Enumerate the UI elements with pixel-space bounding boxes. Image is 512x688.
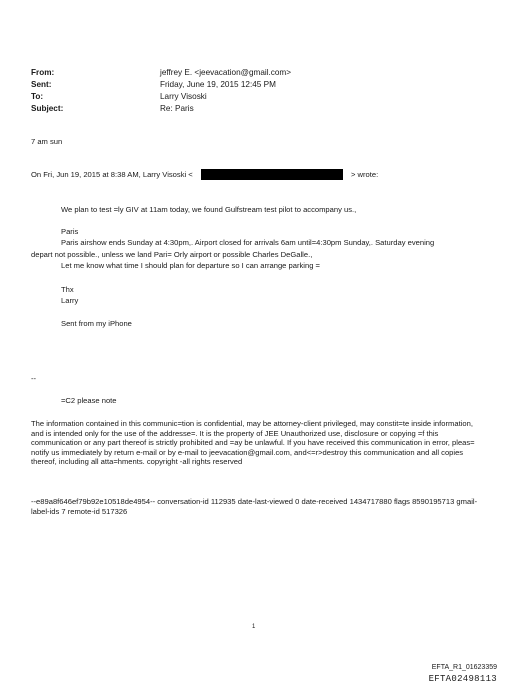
redaction-box [201,169,343,180]
quoted-line-2: Paris [61,227,79,236]
metadata-paragraph: --e89a8f646ef79b92e10518de4954-- conversation-id 112935 date-last-viewed 0 date-received 1434717880 flags 8590195713 gmail-label-ids 7 remote-id 517326 [31,497,478,516]
disclaimer-paragraph: The information contained in this communic=tion is confidential, may be attorney-client privileged, may constit=te inside information, and is intended only for the use of the addresse=. It is the property of JEE Unauthorized use, disclosure or copying =f this communication or any part thereof is strictly prohibited and =ay be unlawful. If you have received this communication in error, pleas= notify us immediately by return e-mail or by e-mail to jeevacation@gmail.com, and<=r>destroy this communication and all copies thereof, including all atta=hments. copyright -all rights reserved [31,419,475,467]
to-label: To: [31,92,44,101]
quoted-line-1: We plan to test =ly GIV at 11am today, we found Gulfstream test pilot to accompany us., [61,205,357,214]
signature-thx: Thx [61,285,74,294]
sent-value: Friday, June 19, 2015 12:45 PM [160,80,276,89]
reply-text: 7 am sun [31,137,63,146]
signature-name: Larry [61,296,79,305]
quote-intro-after: > wrote: [351,170,379,179]
from-value: jeffrey E. <jeevacation@gmail.com> [160,68,292,77]
sent-label: Sent: [31,80,52,89]
from-label: From: [31,68,55,77]
to-value: Larry Visoski [160,92,207,101]
signature-device: Sent from my iPhone [61,319,132,328]
bates-number-secondary: EFTA02498113 [428,674,497,684]
subject-label: Subject: [31,104,64,113]
page-number: 1 [252,624,256,630]
bates-number-primary: EFTA_R1_01623359 [431,664,497,671]
quoted-line-3: Paris airshow ends Sunday at 4:30pm,. Airport closed for arrivals 6am until=4:30pm Sunday,. Saturday evening [61,238,435,247]
subject-value: Re: Paris [160,104,194,113]
quoted-line-5: Let me know what time I should plan for departure so I can arrange parking = [61,261,320,270]
quoted-line-4: depart not possible., unless we land Pari= Orly airport or possible Charles DeGalle., [31,250,313,259]
separator-dashes: -- [31,374,37,383]
note-text: =C2 please note [61,396,117,405]
quote-intro-before: On Fri, Jun 19, 2015 at 8:38 AM, Larry Visoski < [31,170,193,179]
